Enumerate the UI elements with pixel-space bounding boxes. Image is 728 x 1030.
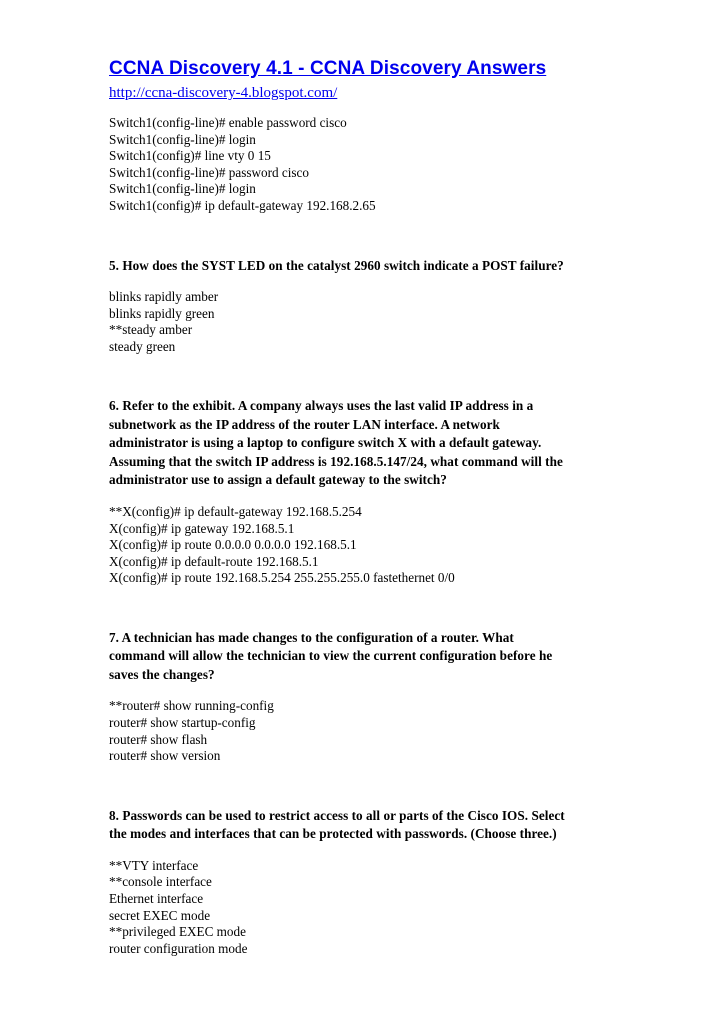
command-line: Switch1(config)# line vty 0 15	[109, 148, 271, 164]
question-text: administrator use to assign a default gateway to the switch?	[109, 472, 447, 488]
document-title[interactable]: CCNA Discovery 4.1 - CCNA Discovery Answers	[109, 58, 547, 79]
answer-option: secret EXEC mode	[109, 907, 211, 923]
question-5	[109, 257, 709, 356]
question-8	[109, 807, 709, 958]
blog-link[interactable]: http://ccna-discovery-4.blogspot.com/	[109, 85, 338, 101]
answer-option: router# show version	[109, 748, 221, 764]
answer-option: router configuration mode	[109, 940, 248, 956]
question-text: saves the changes?	[109, 666, 215, 682]
answer-option: **privileged EXEC mode	[109, 924, 246, 940]
answer-option: blinks rapidly amber	[109, 289, 219, 305]
question-text: 5. How does the SYST LED on the catalyst 2960 switch indicate a POST failure?	[109, 257, 564, 273]
command-line: Switch1(config-line)# login	[109, 131, 256, 147]
question-7	[109, 629, 709, 765]
answer-option: **console interface	[109, 874, 212, 890]
answer-list	[109, 858, 709, 958]
answer-list	[109, 289, 709, 355]
answer-option: X(config)# ip default-route 192.168.5.1	[109, 553, 319, 569]
answer-list	[109, 698, 709, 764]
intro-commands	[109, 115, 709, 215]
answer-option: **X(config)# ip default-gateway 192.168.5.254	[109, 503, 362, 519]
question-text: the modes and interfaces that can be protected with passwords. (Choose three.)	[109, 826, 557, 842]
command-line: Switch1(config)# ip default-gateway 192.168.2.65	[109, 197, 376, 213]
answer-option: X(config)# ip route 0.0.0.0 0.0.0.0 192.168.5.1	[109, 537, 357, 553]
answer-option: Ethernet interface	[109, 890, 204, 906]
command-line: Switch1(config-line)# password cisco	[109, 164, 309, 180]
question-text: 6. Refer to the exhibit. A company always uses the last valid IP address in a	[109, 398, 534, 414]
command-line: Switch1(config-line)# enable password cisco	[109, 115, 347, 130]
answer-option: X(config)# ip gateway 192.168.5.1	[109, 520, 295, 536]
answer-list	[109, 504, 709, 587]
question-text: 7. A technician has made changes to the configuration of a router. What	[109, 629, 514, 645]
answer-option: router# show startup-config	[109, 715, 256, 730]
question-6	[109, 397, 709, 586]
answer-option: X(config)# ip route 192.168.5.254 255.255.255.0 fastethernet 0/0	[109, 570, 455, 586]
question-text: Assuming that the switch IP address is 192.168.5.147/24, what command will the	[109, 453, 563, 469]
command-line: Switch1(config-line)# login	[109, 181, 256, 197]
question-text: command will allow the technician to view the current configuration before he	[109, 648, 553, 664]
question-text: 8. Passwords can be used to restrict access to all or parts of the Cisco IOS. Select	[109, 807, 565, 823]
question-text: administrator is using a laptop to configure switch X with a default gateway.	[109, 435, 542, 451]
answer-option: **steady amber	[109, 322, 193, 338]
answer-option: **VTY interface	[109, 857, 199, 873]
document-page	[109, 57, 709, 957]
answer-option: **router# show running-config	[109, 698, 274, 714]
answer-option: steady green	[109, 338, 176, 354]
answer-option: blinks rapidly green	[109, 305, 215, 321]
question-text: subnetwork as the IP address of the router LAN interface. A network	[109, 416, 500, 432]
answer-option: router# show flash	[109, 731, 208, 747]
